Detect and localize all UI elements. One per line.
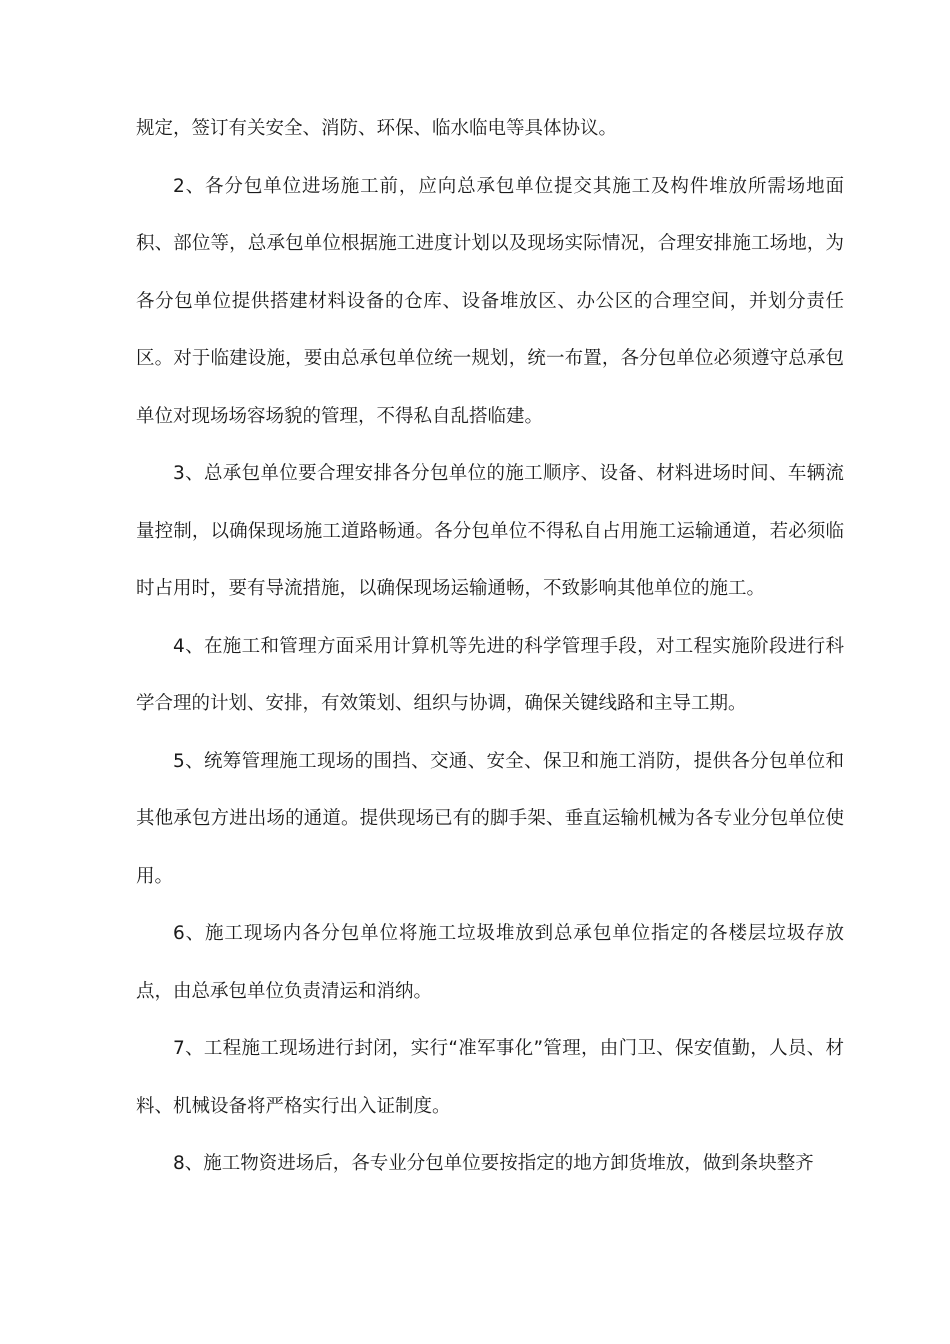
paragraph-item-4: 4、在施工和管理方面采用计算机等先进的科学管理手段，对工程实施阶段进行科学合理的计划、安排，有效策划、组织与协调，确保关键线路和主导工期。	[136, 635, 844, 714]
paragraph-item-8: 8、施工物资进场后，各专业分包单位要按指定的地方卸货堆放，做到条块整齐	[173, 1153, 814, 1174]
document-body	[136, 100, 844, 1193]
paragraph-item-7: 7、工程施工现场进行封闭，实行“准军事化”管理，由门卫、保安值勤，人员、材料、机械设备将严格实行出入证制度。	[136, 1038, 844, 1117]
paragraph-item-3: 3、总承包单位要合理安排各分包单位的施工顺序、设备、材料进场时间、车辆流量控制，以确保现场施工道路畅通。各分包单位不得私自占用施工运输通道，若必须临时占用时，要有导流措施，以确保现场运输通畅，不致影响其他单位的施工。	[136, 463, 844, 599]
paragraph-item-2: 2、各分包单位进场施工前，应向总承包单位提交其施工及构件堆放所需场地面积、部位等，总承包单位根据施工进度计划以及现场实际情况，合理安排施工场地，为各分包单位提供搭建材料设备的仓库、设备堆放区、办公区的合理空间，并划分责任区。对于临建设施，要由总承包单位统一规划，统一布置，各分包单位必须遵守总承包单位对现场场容场貌的管理，不得私自乱搭临建。	[136, 175, 844, 427]
paragraph-item-6: 6、施工现场内各分包单位将施工垃圾堆放到总承包单位指定的各楼层垃圾存放点，由总承包单位负责清运和消纳。	[136, 923, 844, 1002]
paragraph-continuation: 规定，签订有关安全、消防、环保、临水临电等具体协议。	[136, 118, 618, 139]
paragraph-item-5: 5、统筹管理施工现场的围挡、交通、安全、保卫和施工消防，提供各分包单位和其他承包方进出场的通道。提供现场已有的脚手架、垂直运输机械为各专业分包单位使用。	[136, 750, 844, 887]
